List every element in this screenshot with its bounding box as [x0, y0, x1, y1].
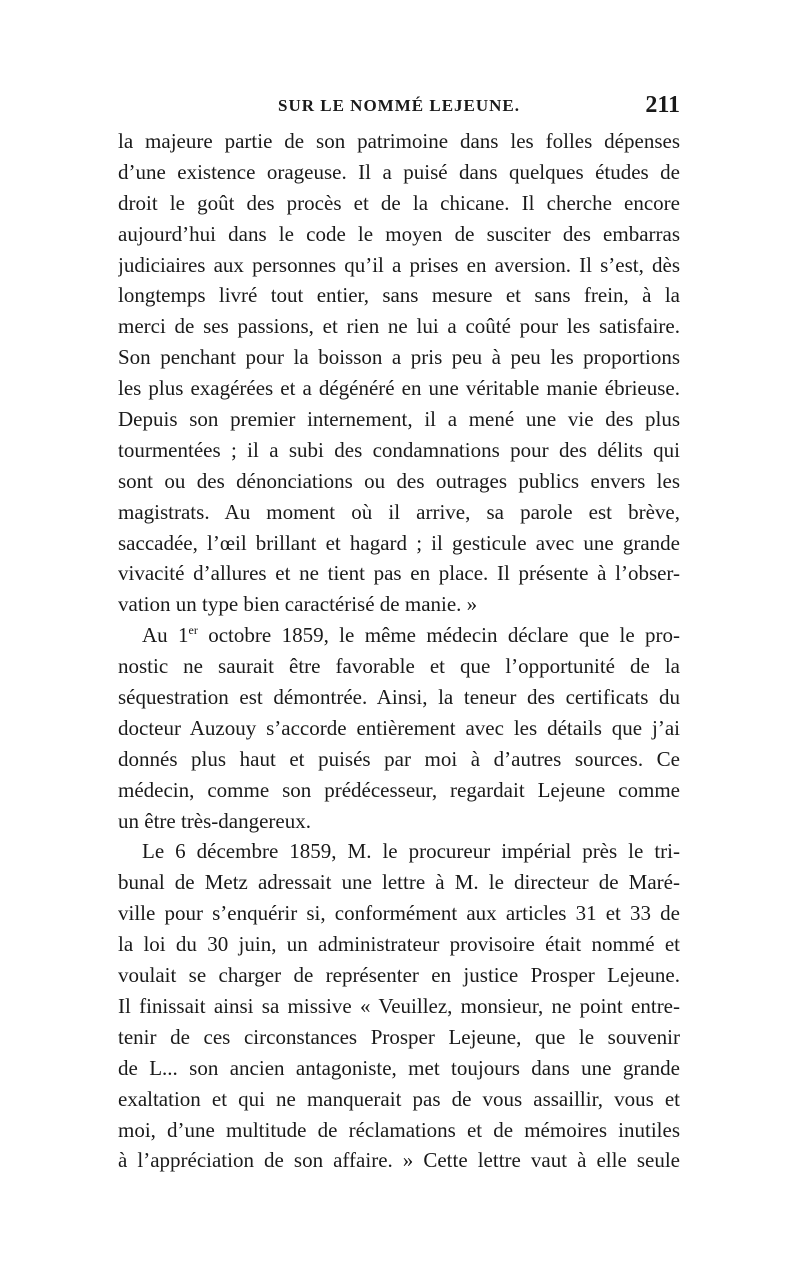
text-line: séquestration est démontrée. Ainsi, la teneur des certificats du — [118, 685, 680, 710]
text-line: exaltation et qui ne manquerait pas de vous assaillir, vous et — [118, 1086, 680, 1111]
text-line: de L... son ancien antagoniste, met toujours dans une grande — [118, 1055, 680, 1080]
paragraph-date-line — [118, 620, 680, 651]
text-line: docteur Auzouy s’accorde entièrement avec les détails que j’ai — [118, 715, 680, 740]
text-line: merci de ses passions, et rien ne lui a coûté pour les satisfaire. — [118, 314, 680, 339]
body-text — [118, 126, 680, 1176]
text-line: magistrats. Au moment où il arrive, sa parole est brève, — [118, 499, 680, 524]
text-line: bunal de Metz adressait une lettre à M. le directeur de Maré- — [118, 870, 680, 895]
text-line: Son penchant pour la boisson a pris peu à peu les proportions — [118, 345, 680, 370]
running-title: SUR LE NOMMÉ LEJEUNE. — [278, 96, 521, 115]
text-line: judiciaires aux personnes qu’il a prises en aversion. Il s’est, dès — [118, 252, 680, 277]
text-line: longtemps livré tout entier, sans mesure et sans frein, à la — [118, 283, 680, 308]
text-line: tenir de ces circonstances Prosper Lejeune, que le souvenir — [118, 1024, 680, 1049]
text-line: vivacité d’allures et ne tient pas en place. Il présente à l’obser- — [118, 561, 680, 586]
text-line: droit le goût des procès et de la chicane. Il cherche encore — [118, 190, 680, 215]
text-line: aujourd’hui dans le code le moyen de susciter des embarras — [118, 221, 680, 246]
text-line: médecin, comme son prédécesseur, regardait Lejeune comme — [118, 777, 680, 802]
running-head — [118, 92, 680, 120]
page-number: 211 — [645, 92, 680, 118]
text-line: ville pour s’enquérir si, conformément aux articles 31 et 33 de — [118, 901, 680, 926]
text-line: Le 6 décembre 1859, M. le procureur impérial près le tri- — [142, 839, 680, 864]
text-line: la majeure partie de son patrimoine dans les folles dépenses — [118, 129, 680, 153]
text-line: Il finissait ainsi sa missive « Veuillez, monsieur, ne point entre- — [118, 993, 680, 1018]
text-line: voulait se charger de représenter en justice Prosper Lejeune. — [118, 963, 680, 988]
text-line: tourmentées ; il a subi des condamnations pour des délits qui — [118, 437, 680, 462]
text-line: la loi du 30 juin, un administrateur provisoire était nommé et — [118, 932, 680, 957]
text-line: nostic ne saurait être favorable et que l’opportunité de la — [118, 654, 680, 679]
text-line: vation un type bien caractérisé de manie. » — [118, 592, 478, 617]
text-line: moi, d’une multitude de réclamations et de mémoires inutiles — [118, 1117, 680, 1142]
text-line: d’une existence orageuse. Il a puisé dans quelques études de — [118, 159, 680, 184]
text-line: Depuis son premier internement, il a mené une vie des plus — [118, 407, 680, 432]
text-line: sont ou des dénonciations ou des outrages publics envers les — [118, 468, 680, 493]
text-line: à l’appréciation de son affaire. » Cette lettre vaut à elle seule — [118, 1148, 680, 1173]
text-line: donnés plus haut et puisés par moi à d’autres sources. Ce — [118, 746, 680, 771]
text-line: un être très-dangereux. — [118, 808, 311, 833]
text-line: saccadée, l’œil brillant et hagard ; il gesticule avec une grande — [118, 530, 680, 555]
date-superscript: er — [188, 623, 198, 638]
text-line-rest: octobre 1859, le même médecin déclare que le pro- — [208, 623, 680, 648]
date-prefix: Au 1 — [142, 623, 189, 648]
text-line: les plus exagérées et a dégénéré en une véritable manie ébrieuse. — [118, 376, 680, 401]
